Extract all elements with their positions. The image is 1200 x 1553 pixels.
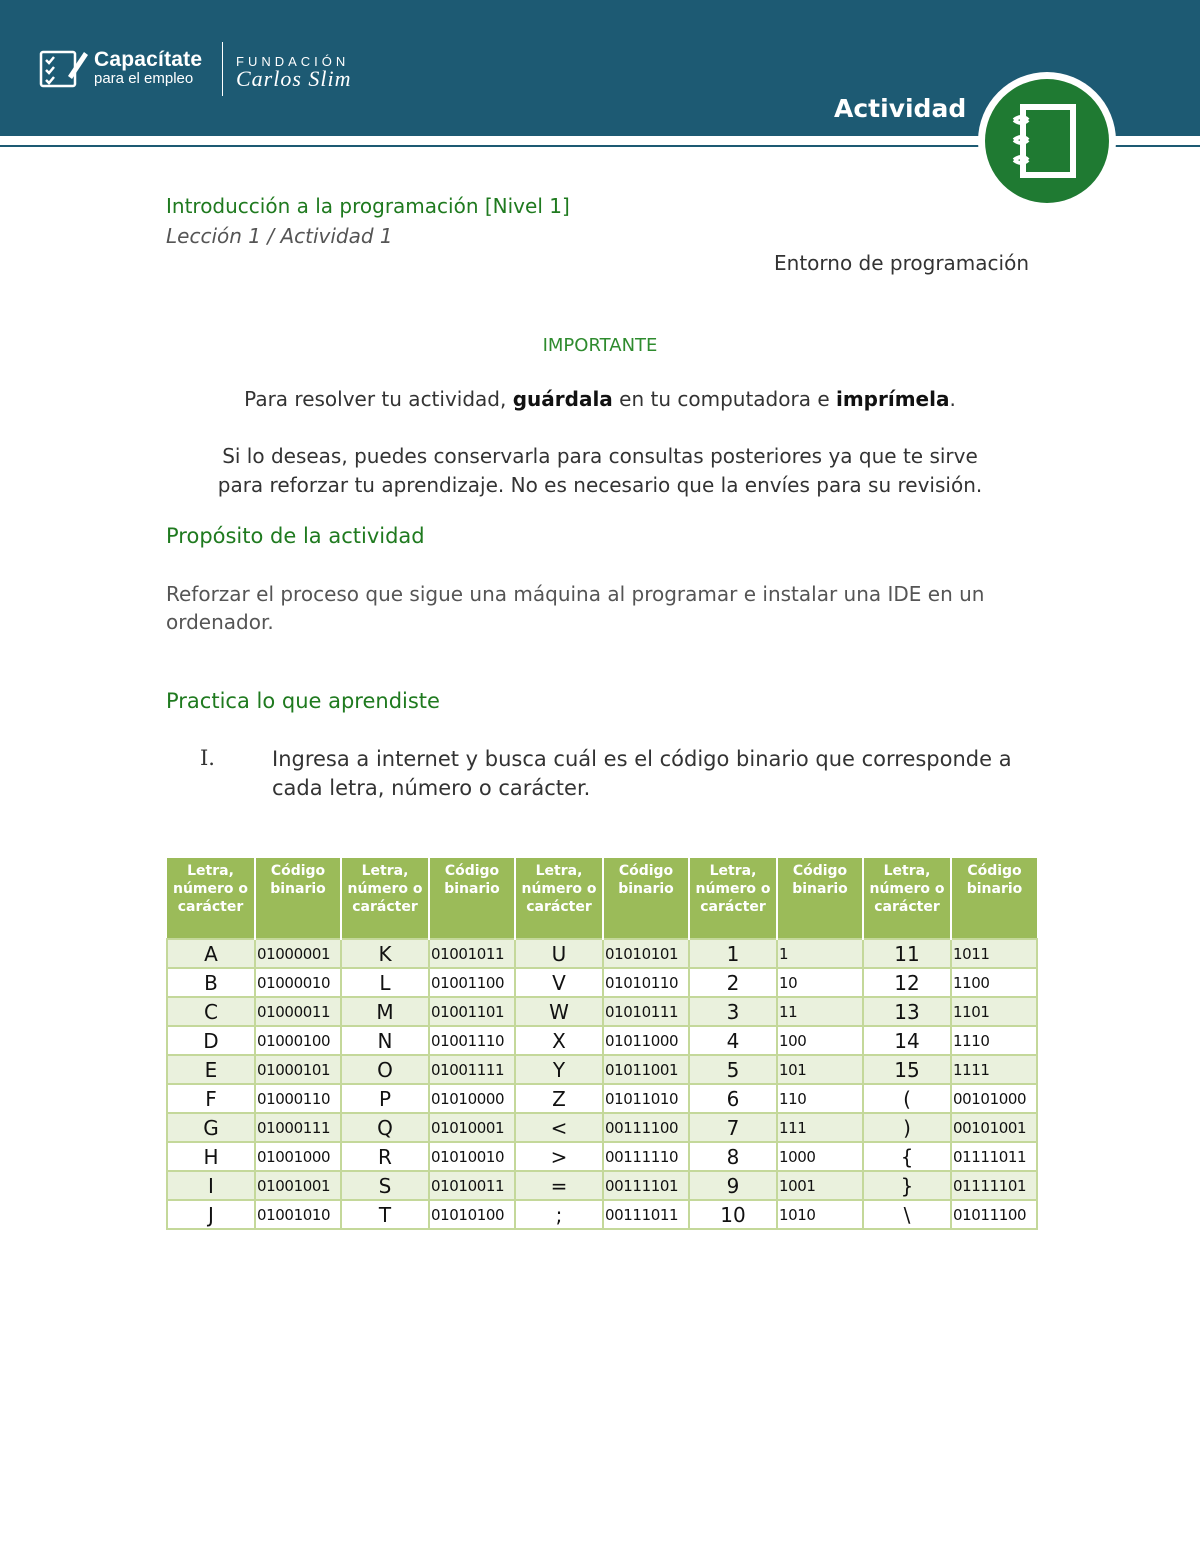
symbol-cell: D [167, 1026, 255, 1055]
binary-code-cell: 01011100 [951, 1200, 1037, 1229]
symbol-cell: R [341, 1142, 429, 1171]
binary-code-cell: 1010 [777, 1200, 863, 1229]
symbol-cell: 12 [863, 968, 951, 997]
symbol-cell: P [341, 1084, 429, 1113]
header-symbol: Letra, número o carácter [689, 858, 777, 939]
symbol-cell: T [341, 1200, 429, 1229]
table-row [167, 1026, 1037, 1055]
binary-code-cell: 01001011 [429, 939, 515, 968]
binary-code-cell: 01001000 [255, 1142, 341, 1171]
binary-code-cell: 00101000 [951, 1084, 1037, 1113]
symbol-cell: 6 [689, 1084, 777, 1113]
header-symbol: Letra, número o carácter [515, 858, 603, 939]
binary-code-cell: 00111110 [603, 1142, 689, 1171]
table-row [167, 1084, 1037, 1113]
symbol-cell: N [341, 1026, 429, 1055]
symbol-cell: Q [341, 1113, 429, 1142]
binary-code-cell: 01010011 [429, 1171, 515, 1200]
binary-code-cell: 01000001 [255, 939, 341, 968]
symbol-cell: 15 [863, 1055, 951, 1084]
binary-code-cell: 1111 [951, 1055, 1037, 1084]
binary-code-cell: 1000 [777, 1142, 863, 1171]
binary-code-cell: 01000101 [255, 1055, 341, 1084]
symbol-cell: F [167, 1084, 255, 1113]
table-row [167, 1113, 1037, 1142]
symbol-cell: H [167, 1142, 255, 1171]
important-label: IMPORTANTE [542, 335, 658, 356]
table-row [167, 997, 1037, 1026]
binary-code-cell: 01001101 [429, 997, 515, 1026]
binary-code-cell: 01001111 [429, 1055, 515, 1084]
binary-code-cell: 110 [777, 1084, 863, 1113]
binary-code-cell: 10 [777, 968, 863, 997]
symbol-cell: 10 [689, 1200, 777, 1229]
checklist-logo-icon [38, 46, 90, 90]
task-text: Ingresa a internet y busca cuál es el código binario que corresponde a cada letra, número o carácter. [272, 747, 1012, 800]
symbol-cell: U [515, 939, 603, 968]
binary-code-cell: 1 [777, 939, 863, 968]
binary-code-cell: 00111011 [603, 1200, 689, 1229]
symbol-cell: 13 [863, 997, 951, 1026]
symbol-cell: 2 [689, 968, 777, 997]
symbol-cell: B [167, 968, 255, 997]
binary-code-cell: 01001110 [429, 1026, 515, 1055]
symbol-cell: 5 [689, 1055, 777, 1084]
brand-separator [222, 42, 223, 96]
note-paragraph: Si lo deseas, puedes conservarla para consultas posteriores ya que te sirve para reforzar tu aprendizaje. No es necesario que la envíes para su revisión. [217, 444, 983, 497]
binary-code-cell: 01010100 [429, 1200, 515, 1229]
binary-code-cell: 01000010 [255, 968, 341, 997]
binary-code-cell: 01011000 [603, 1026, 689, 1055]
symbol-cell: I [167, 1171, 255, 1200]
symbol-cell: < [515, 1113, 603, 1142]
binary-code-cell: 1011 [951, 939, 1037, 968]
purpose-text: Reforzar el proceso que sigue una máquina al programar e instalar una IDE en un ordenador. [166, 582, 985, 634]
symbol-cell: 4 [689, 1026, 777, 1055]
symbol-cell: O [341, 1055, 429, 1084]
binary-code-cell: 1100 [951, 968, 1037, 997]
course-title: Introducción a la programación [Nivel 1] [166, 194, 570, 218]
binary-code-cell: 111 [777, 1113, 863, 1142]
header-symbol: Letra, número o carácter [341, 858, 429, 939]
table-row [167, 1142, 1037, 1171]
binary-code-cell: 01000110 [255, 1084, 341, 1113]
symbol-cell: J [167, 1200, 255, 1229]
table-body [167, 939, 1037, 1229]
symbol-cell: L [341, 968, 429, 997]
symbol-cell: Z [515, 1084, 603, 1113]
binary-code-cell: 00101001 [951, 1113, 1037, 1142]
symbol-cell: = [515, 1171, 603, 1200]
binary-code-cell: 101 [777, 1055, 863, 1084]
table-row [167, 939, 1037, 968]
symbol-cell: K [341, 939, 429, 968]
binary-code-cell: 01010001 [429, 1113, 515, 1142]
symbol-cell: C [167, 997, 255, 1026]
symbol-cell: 1 [689, 939, 777, 968]
symbol-cell: 9 [689, 1171, 777, 1200]
symbol-cell: M [341, 997, 429, 1026]
table-header-row [167, 858, 1037, 939]
header-symbol: Letra, número o carácter [167, 858, 255, 939]
header-code: Código binario [255, 858, 341, 939]
binary-code-cell: 11 [777, 997, 863, 1026]
purpose-heading: Propósito de la actividad [166, 524, 425, 548]
symbol-cell: V [515, 968, 603, 997]
binary-code-cell: 01000100 [255, 1026, 341, 1055]
header-symbol: Letra, número o carácter [863, 858, 951, 939]
table-row [167, 1171, 1037, 1200]
topic-title: Entorno de programación [774, 251, 1029, 275]
activity-label: Actividad [834, 94, 967, 123]
binary-code-cell: 01111011 [951, 1142, 1037, 1171]
header-code: Código binario [603, 858, 689, 939]
binary-code-cell: 01001100 [429, 968, 515, 997]
symbol-cell: 8 [689, 1142, 777, 1171]
symbol-cell: { [863, 1142, 951, 1171]
symbol-cell: } [863, 1171, 951, 1200]
foundation-signature-logo: Carlos Slim [236, 66, 352, 91]
binary-code-cell: 00111100 [603, 1113, 689, 1142]
binary-code-cell: 01011001 [603, 1055, 689, 1084]
symbol-cell: X [515, 1026, 603, 1055]
header-code: Código binario [429, 858, 515, 939]
symbol-cell: A [167, 939, 255, 968]
binary-code-cell: 01001001 [255, 1171, 341, 1200]
table-row [167, 968, 1037, 997]
symbol-cell: S [341, 1171, 429, 1200]
binary-code-cell: 01001010 [255, 1200, 341, 1229]
instructions: Para resolver tu actividad, guárdala en tu computadora e imprímela. [244, 387, 956, 411]
binary-code-cell: 01010110 [603, 968, 689, 997]
binary-code-cell: 01111101 [951, 1171, 1037, 1200]
foundation-name: FUNDACIÓN [236, 54, 350, 69]
header-code: Código binario [777, 858, 863, 939]
binary-code-cell: 100 [777, 1026, 863, 1055]
symbol-cell: W [515, 997, 603, 1026]
symbol-cell: ) [863, 1113, 951, 1142]
symbol-cell: E [167, 1055, 255, 1084]
symbol-cell: > [515, 1142, 603, 1171]
symbol-cell: G [167, 1113, 255, 1142]
table-row [167, 1055, 1037, 1084]
notebook-badge-icon [976, 70, 1118, 212]
symbol-cell: ( [863, 1084, 951, 1113]
binary-code-cell: 1001 [777, 1171, 863, 1200]
symbol-cell: \ [863, 1200, 951, 1229]
symbol-cell: 14 [863, 1026, 951, 1055]
binary-code-cell: 01011010 [603, 1084, 689, 1113]
binary-code-cell: 1101 [951, 997, 1037, 1026]
binary-code-table [166, 858, 1038, 1230]
symbol-cell: 3 [689, 997, 777, 1026]
task-number: I. [200, 746, 215, 770]
binary-code-cell: 01010101 [603, 939, 689, 968]
brand-tagline: para el empleo [94, 70, 194, 87]
symbol-cell: Y [515, 1055, 603, 1084]
lesson-subtitle: Lección 1 / Actividad 1 [166, 224, 393, 248]
brand-name: Capacítate [94, 48, 203, 71]
symbol-cell: 11 [863, 939, 951, 968]
header-code: Código binario [951, 858, 1037, 939]
binary-code-cell: 01010000 [429, 1084, 515, 1113]
binary-code-cell: 01010111 [603, 997, 689, 1026]
binary-code-cell: 01010010 [429, 1142, 515, 1171]
symbol-cell: ; [515, 1200, 603, 1229]
table-row [167, 1200, 1037, 1229]
binary-code-cell: 1110 [951, 1026, 1037, 1055]
binary-code-cell: 01000111 [255, 1113, 341, 1142]
binary-code-cell: 01000011 [255, 997, 341, 1026]
practice-heading: Practica lo que aprendiste [166, 689, 440, 713]
binary-code-cell: 00111101 [603, 1171, 689, 1200]
symbol-cell: 7 [689, 1113, 777, 1142]
